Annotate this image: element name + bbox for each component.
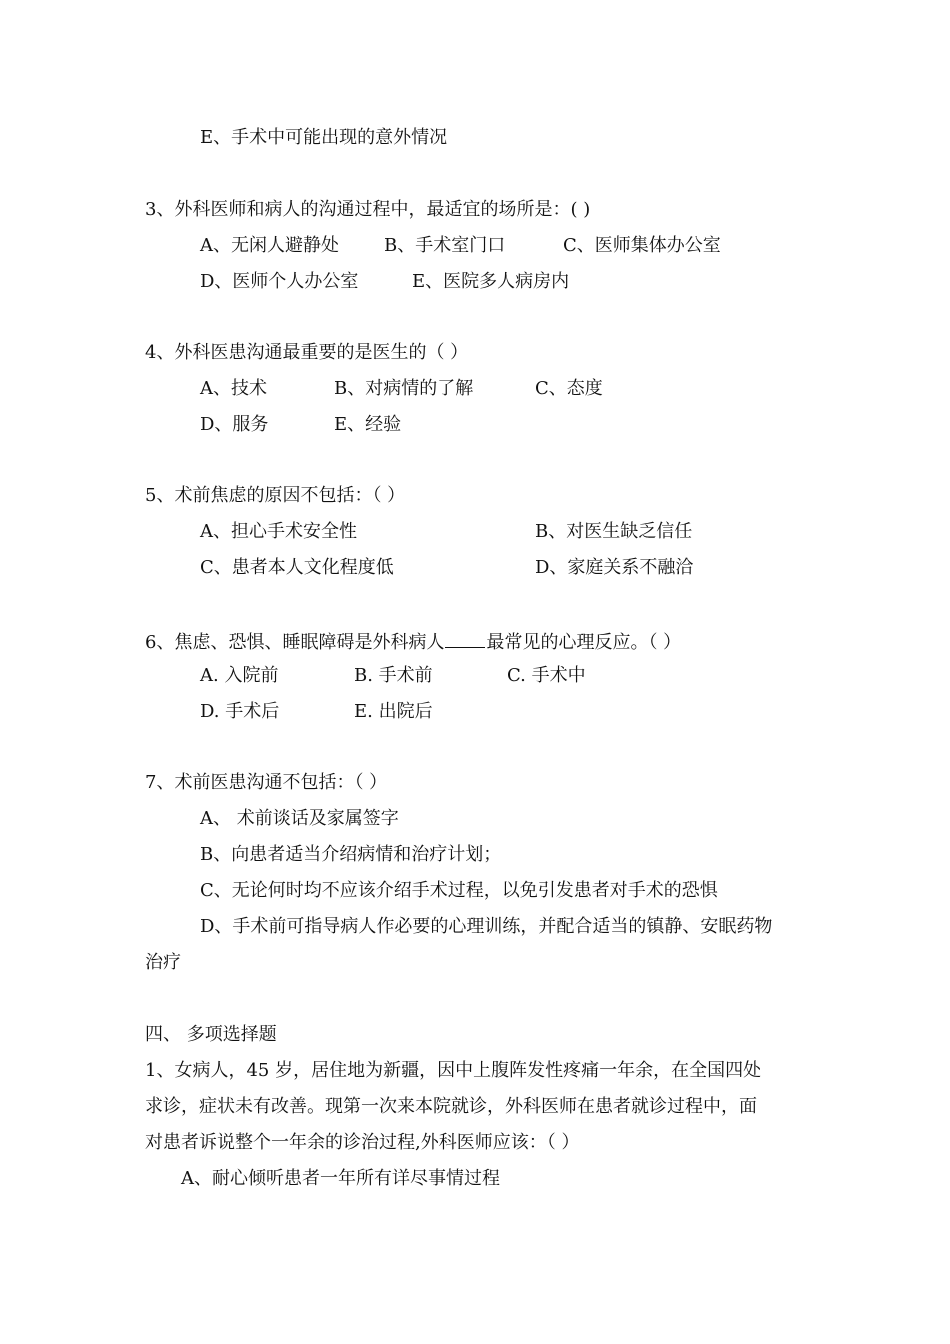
option-text: D、医师个人办公室 [200,271,359,292]
option-text: D、家庭关系不融洽 [535,557,694,578]
question-stem [145,629,681,654]
option-text: A、无闲人避静处 [200,235,339,256]
fill-blank [445,629,485,648]
option-text: D. 手术后 [200,701,280,722]
option-text: B. 手术前 [354,665,433,686]
question-stem: 4、外科医患沟通最重要的是医生的（ ） [145,342,469,363]
stem-part: 6、焦虑、恐惧、睡眠障碍是外科病人 [145,632,445,653]
question-stem-continued: 求诊，症状未有改善。现第一次来本院就诊，外科医师在患者就诊过程中，面 [145,1096,757,1117]
option-text: C、无论何时均不应该介绍手术过程，以免引发患者对手术的恐惧 [200,880,718,901]
option-text: D、手术前可指导病人作必要的心理训练，并配合适当的镇静、安眠药物 [200,916,773,937]
option-text: A、技术 [200,378,267,399]
question-stem-continued: 对患者诉说整个一年余的诊治过程,外科医师应该：（ ） [145,1132,580,1153]
option-text: A、担心手术安全性 [200,521,357,542]
section-heading: 四、 多项选择题 [145,1024,277,1045]
option-text: C. 手术中 [507,665,586,686]
option-text: E、经验 [334,414,402,435]
option-text: A、耐心倾听患者一年所有详尽事情过程 [181,1168,500,1189]
option-text: E、医院多人病房内 [412,271,570,292]
option-text: B、对医生缺乏信任 [535,521,693,542]
question-stem: 1、女病人，45 岁，居住地为新疆，因中上腹阵发性疼痛一年余，在全国四处 [145,1060,762,1081]
option-text: A. 入院前 [200,665,279,686]
question-stem: 7、术前医患沟通不包括：（ ） [145,772,388,793]
option-text: A、 术前谈话及家属签字 [200,808,399,829]
option-text: D、服务 [200,414,269,435]
option-text: E、手术中可能出现的意外情况 [200,127,448,148]
option-text: B、手术室门口 [384,235,506,256]
question-stem: 5、术前焦虑的原因不包括：（ ） [145,485,406,506]
option-text: E. 出院后 [354,701,433,722]
option-text: C、医师集体办公室 [563,235,721,256]
stem-part: 最常见的心理反应。（ ） [486,632,682,653]
option-text: C、患者本人文化程度低 [200,557,394,578]
option-text: B、向患者适当介绍病情和治疗计划； [200,844,502,865]
option-text: C、态度 [535,378,603,399]
option-text-continued: 治疗 [145,952,181,973]
question-stem: 3、外科医师和病人的沟通过程中，最适宜的场所是：( ) [145,199,591,220]
option-text: B、对病情的了解 [334,378,474,399]
